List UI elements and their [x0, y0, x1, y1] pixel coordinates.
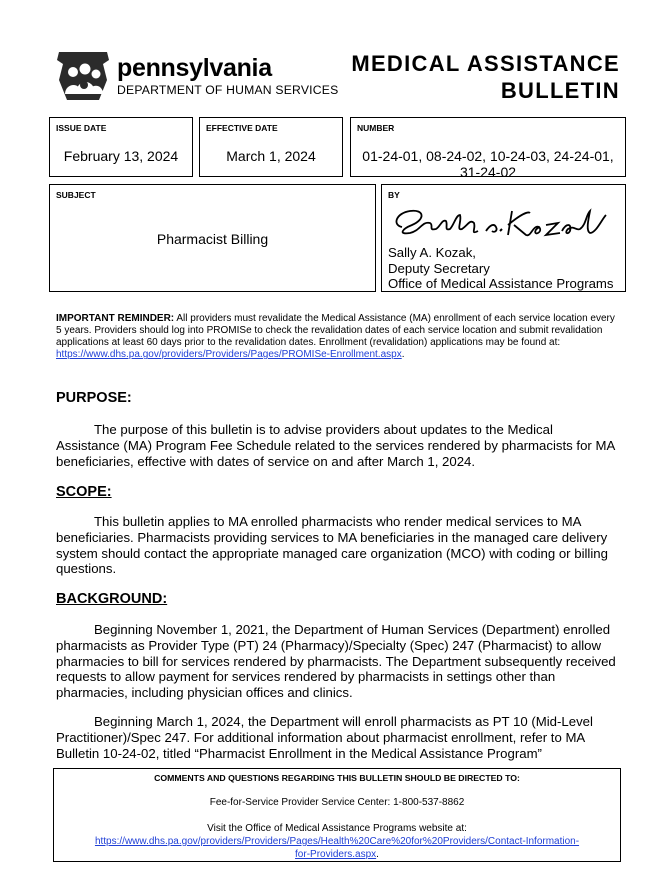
scope-heading: SCOPE:: [56, 484, 112, 500]
issue-date-label: ISSUE DATE: [56, 123, 107, 133]
contact-link-line1: [54, 836, 620, 847]
purpose-heading: PURPOSE:: [56, 390, 132, 406]
background-para2: [56, 714, 616, 761]
contact-link-end: .: [376, 849, 379, 860]
effective-date-box: [199, 117, 343, 177]
effective-date-value: March 1, 2024: [226, 148, 316, 164]
reminder-text: All providers must revalidate the Medical Assistance (MA) enrollment of each service location every 5 years. Providers should log into PROMISe to check the revalidation dates of each service location and submit revalidation applications at least 60 days prior to the revalidation dates. Enrollment (revalidation) applications may be found at:: [56, 313, 615, 349]
signer-title: Deputy Secretary: [388, 261, 490, 276]
subject-label: SUBJECT: [56, 190, 96, 200]
contact-heading: COMMENTS AND QUESTIONS REGARDING THIS BULLETIN SHOULD BE DIRECTED TO:: [154, 773, 520, 783]
scope-body: This bulletin applies to MA enrolled pharmacists who render medical services to MA beneficiaries. Pharmacists providing services to MA beneficiaries in the managed care delivery system should contact the appropriate managed care organization (MCO) with coding or billing questions.: [56, 514, 608, 577]
number-label: NUMBER: [357, 123, 395, 133]
keystone-family-icon: [55, 50, 111, 102]
number-value-line1: 01-24-01, 08-24-02, 10-24-03, 24-24-01,: [362, 148, 614, 164]
issue-date-value: February 13, 2024: [63, 148, 179, 164]
effective-date-label: EFFECTIVE DATE: [206, 123, 278, 133]
background-para1: [56, 622, 616, 701]
bulletin-title-line2: BULLETIN: [500, 78, 620, 103]
contact-link-continued[interactable]: for-Providers.aspx: [295, 849, 377, 860]
background-body1: Beginning November 1, 2021, the Department of Human Services (Department) enrolled pharmacists as Provider Type (PT) 24 (Pharmacy)/Specialty (Spec) 247 (Pharmacist) to allow pharmacies to bill for services rendered by pharmacists. The Department subsequently received requests to allow payment for services rendered by pharmacists in settings other than pharmacies, including physician offices and clinics.: [56, 622, 616, 701]
reminder-end: .: [401, 349, 405, 361]
contact-visit: Visit the Office of Medical Assistance Programs website at:: [207, 823, 467, 834]
promise-enrollment-link[interactable]: https://www.dhs.pa.gov/providers/Providers/Pages/PROMISe-Enrollment.aspx: [56, 349, 402, 361]
purpose-body: The purpose of this bulletin is to advise providers about updates to the Medical Assistance (MA) Program Fee Schedule related to the services rendered by pharmacists for MA beneficiaries, effective with dates of service on and after March 1, 2024.: [56, 422, 615, 469]
scope-text: [56, 514, 616, 577]
by-box: [381, 184, 626, 292]
by-label: BY: [388, 190, 400, 200]
bulletin-title-line1: MEDICAL ASSISTANCE: [351, 51, 620, 76]
contact-link[interactable]: https://www.dhs.pa.gov/providers/Providers/Pages/Health%20Care%20for%20Providers/Contact-Information-: [94, 836, 580, 847]
number-box: [350, 117, 626, 180]
issue-date-box: [49, 117, 193, 177]
subject-value: Pharmacist Billing: [156, 231, 269, 247]
contact-box: [53, 768, 621, 862]
signature-image: [390, 201, 610, 246]
purpose-text: [56, 422, 616, 469]
contact-link-line2: [54, 849, 620, 860]
subject-box: [49, 184, 376, 292]
background-body2: Beginning March 1, 2024, the Department will enroll pharmacists as PT 10 (Mid-Level Practitioner)/Spec 247. For additional information about pharmacist enrollment, refer to MA Bulletin 10-24-02, titled “Pharmacist Enrollment in the Medical Assistance Program”: [56, 714, 593, 761]
background-heading: BACKGROUND:: [56, 591, 168, 607]
department-name: DEPARTMENT OF HUMAN SERVICES: [117, 83, 339, 97]
contact-phone: Fee-for-Service Provider Service Center: 1-800-537-8862: [209, 797, 465, 808]
important-reminder: [56, 313, 618, 361]
number-value-line2: 31-24-02: [459, 164, 517, 180]
signer-office: Office of Medical Assistance Programs: [388, 276, 614, 291]
bulletin-title: [351, 50, 620, 104]
signer-name: Sally A. Kozak,: [388, 245, 476, 260]
brand-name: pennsylvania: [117, 54, 272, 82]
reminder-label: IMPORTANT REMINDER:: [56, 313, 175, 324]
